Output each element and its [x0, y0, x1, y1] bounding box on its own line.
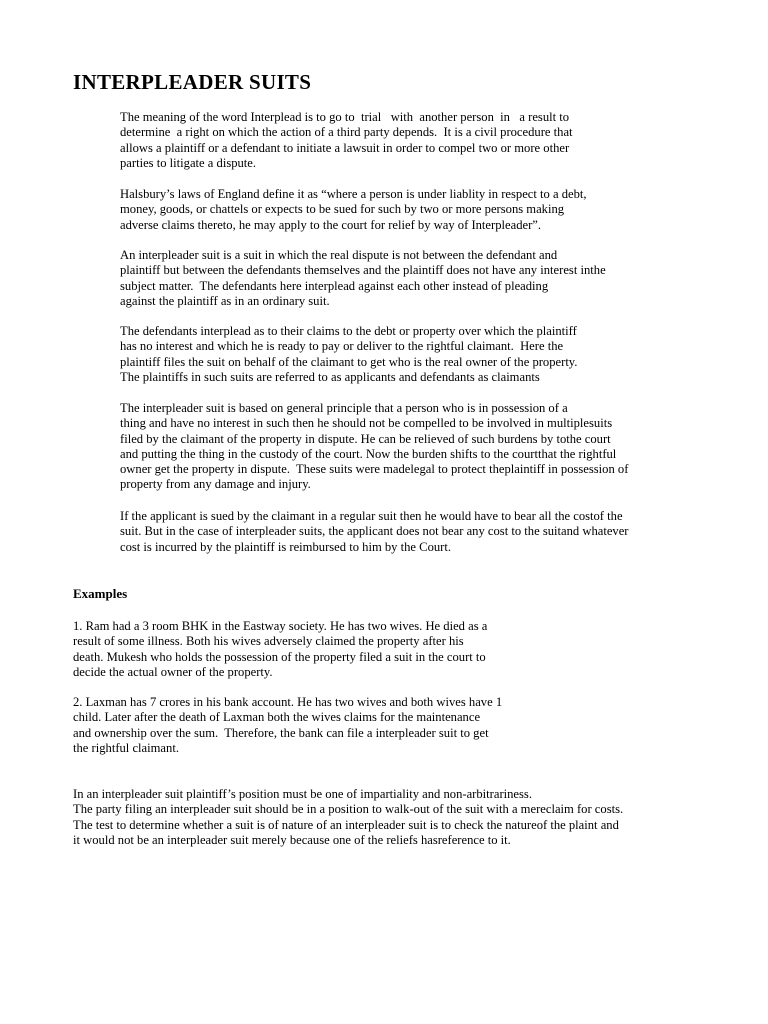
text-line: The defendants interplead as to their claims to the debt or property over which the plaintiff: [120, 324, 577, 338]
text-line: and putting the thing in the custody of the court. Now the burden shifts to the courtthat the rightful: [120, 446, 617, 461]
text-line: 2. Laxman has 7 crores in his bank account. He has two wives and both wives have 1: [73, 695, 503, 709]
text-line: the rightful claimant.: [73, 740, 179, 755]
intro-paragraph-4: [120, 324, 577, 385]
text-line: suit. But in the case of interpleader suits, the applicant does not bear any cost to the suitand whatever: [120, 524, 629, 539]
text-line: allows a plaintiff or a defendant to initiate a lawsuit in order to compel two or more other: [120, 140, 570, 155]
text-line: The interpleader suit is based on general principle that a person who is in possession of a: [120, 401, 568, 415]
example-2: [73, 695, 502, 756]
text-line: subject matter. The defendants here interplead against each other instead of pleading: [120, 278, 549, 293]
text-line: 1. Ram had a 3 room BHK in the Eastway society. He has two wives. He died as a: [73, 619, 488, 633]
text-line: filed by the claimant of the property in dispute. He can be relieved of such burdens by tothe court: [120, 431, 611, 446]
examples-heading: Examples: [73, 586, 128, 601]
text-line: against the plaintiff as in an ordinary suit.: [120, 293, 330, 308]
text-line: parties to litigate a dispute.: [120, 155, 257, 170]
text-line: money, goods, or chattels or expects to be sued for such by two or more persons making: [120, 202, 565, 217]
text-line: has no interest and which he is ready to pay or deliver to the rightful claimant. Here the: [120, 339, 564, 354]
text-line: result of some illness. Both his wives adversely claimed the property after his: [73, 634, 464, 649]
text-line: In an interpleader suit plaintiff’s position must be one of impartiality and non-arbitrariness.: [73, 787, 532, 801]
text-line: The party filing an interpleader suit should be in a position to walk-out of the suit with a mereclaim for costs.: [73, 802, 624, 817]
text-line: death. Mukesh who holds the possession of the property filed a suit in the court to: [73, 649, 486, 664]
text-line: and ownership over the sum. Therefore, the bank can file a interpleader suit to get: [73, 725, 489, 740]
closing-paragraph: [73, 787, 623, 848]
text-line: The plaintiffs in such suits are referred to as applicants and defendants as claimants: [120, 369, 540, 384]
text-line: plaintiff files the suit on behalf of the claimant to get who is the real owner of the property.: [120, 354, 578, 369]
intro-paragraph-3: [120, 248, 606, 309]
text-line: An interpleader suit is a suit in which the real dispute is not between the defendant and: [120, 248, 558, 262]
text-line: The meaning of the word Interplead is to go to trial with another person in a result to: [120, 110, 570, 124]
intro-paragraph-1: [120, 110, 573, 171]
intro-paragraph-5: [120, 401, 628, 493]
text-line: owner get the property in dispute. These suits were madelegal to protect theplaintiff in possession of: [120, 462, 629, 477]
text-line: If the applicant is sued by the claimant in a regular suit then he would have to bear all the costof the: [120, 509, 623, 523]
text-line: thing and have no interest in such then he should not be compelled to be involved in multiplesuits: [120, 416, 613, 431]
text-line: cost is incurred by the plaintiff is reimbursed to him by the Court.: [120, 539, 451, 554]
text-line: decide the actual owner of the property.: [73, 664, 273, 679]
document-title: INTERPLEADER SUITS: [73, 70, 312, 94]
intro-paragraph-2: [120, 187, 587, 233]
example-1: [73, 619, 487, 680]
text-line: adverse claims thereto, he may apply to the court for relief by way of Interpleader”.: [120, 217, 542, 232]
text-line: it would not be an interpleader suit merely because one of the reliefs hasreference to it.: [73, 832, 511, 847]
intro-paragraph-6: [120, 509, 629, 555]
text-line: plaintiff but between the defendants themselves and the plaintiff does not have any interest inthe: [120, 263, 606, 278]
text-line: property from any damage and injury.: [120, 477, 311, 492]
text-line: The test to determine whether a suit is of nature of an interpleader suit is to check the natureof the plaint and: [73, 817, 619, 832]
text-line: determine a right on which the action of a third party depends. It is a civil procedure that: [120, 125, 573, 140]
text-line: child. Later after the death of Laxman both the wives claims for the maintenance: [73, 710, 481, 725]
text-line: Halsbury’s laws of England define it as “where a person is under liablity in respect to a debt,: [120, 187, 587, 201]
